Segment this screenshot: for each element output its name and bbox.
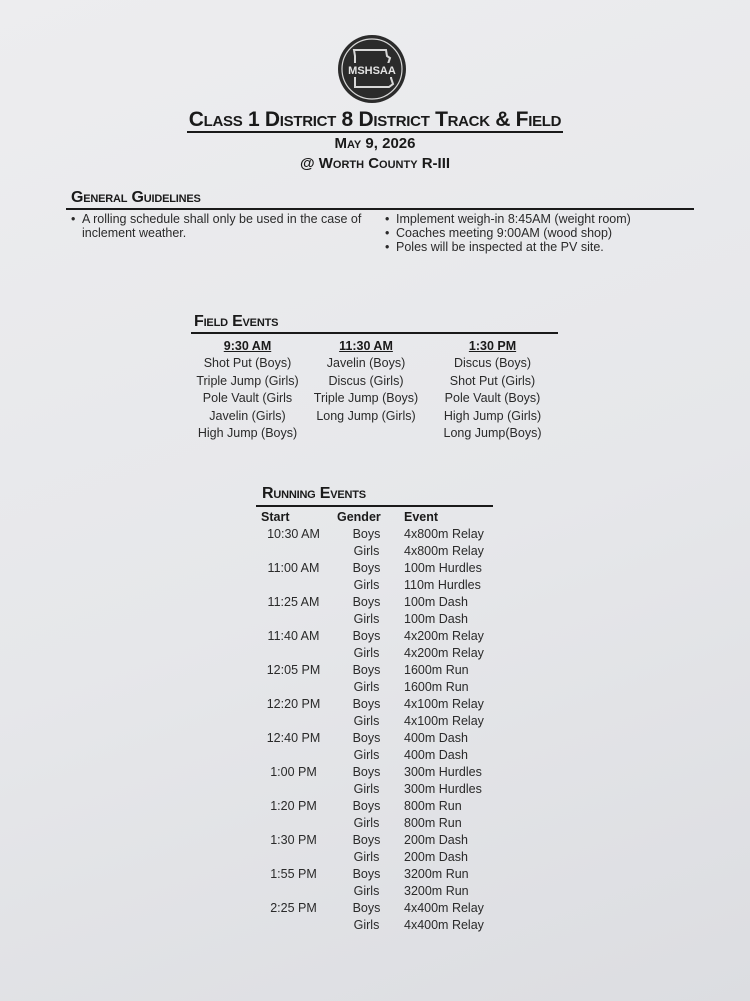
event-cell: 4x200m Relay	[404, 645, 484, 660]
field-event: Discus (Boys)	[453, 356, 532, 371]
field-event: High Jump (Boys)	[197, 426, 298, 441]
gender-cell: Boys	[352, 730, 381, 745]
table-row	[258, 661, 504, 678]
gender-cell: Boys	[352, 866, 381, 881]
gender-cell: Boys	[352, 696, 381, 711]
gender-cell: Boys	[352, 526, 381, 541]
section-divider	[66, 208, 694, 210]
event-cell: 100m Dash	[404, 611, 468, 626]
gender-cell: Girls	[353, 611, 380, 626]
start-time-cell: 1:30 PM	[270, 832, 317, 847]
start-time-cell	[258, 576, 329, 593]
list-item: • A rolling schedule shall only be used in the case of inclement weather.	[71, 212, 371, 240]
field-event-time: 9:30 AM	[223, 339, 272, 353]
gender-cell: Girls	[353, 747, 380, 762]
field-events-column	[190, 338, 305, 442]
start-time-cell: 12:20 PM	[266, 696, 321, 711]
gender-cell: Girls	[353, 679, 380, 694]
table-row	[258, 831, 504, 848]
event-cell: 4x100m Relay	[404, 713, 484, 728]
event-cell: 300m Hurdles	[404, 781, 482, 796]
event-cell: 100m Dash	[404, 594, 468, 609]
running-events-body	[258, 525, 504, 933]
event-cell: 3200m Run	[404, 866, 469, 881]
table-row	[258, 848, 504, 865]
field-event: Long Jump(Boys)	[443, 426, 542, 441]
gender-cell: Boys	[352, 900, 381, 915]
event-cell: 100m Hurdles	[404, 560, 482, 575]
start-time-cell: 1:00 PM	[270, 764, 317, 779]
table-row	[258, 899, 504, 916]
event-cell: 4x800m Relay	[404, 543, 484, 558]
gender-cell: Boys	[352, 798, 381, 813]
event-cell: 1600m Run	[404, 662, 469, 677]
mshsaa-logo	[337, 34, 407, 104]
running-events-heading: Running Events	[262, 485, 366, 502]
table-row	[258, 865, 504, 882]
table-row	[258, 610, 504, 627]
field-event: Javelin (Girls)	[209, 408, 286, 423]
event-cell: 4x400m Relay	[404, 917, 484, 932]
gender-cell: Girls	[353, 645, 380, 660]
table-row	[258, 797, 504, 814]
field-events-heading: Field Events	[194, 313, 279, 330]
table-row	[258, 780, 504, 797]
event-cell: 300m Hurdles	[404, 764, 482, 779]
field-events-column	[435, 338, 550, 442]
start-time-cell: 10:30 AM	[267, 526, 320, 541]
field-event: Triple Jump (Boys)	[313, 391, 419, 406]
gender-cell: Boys	[352, 560, 381, 575]
event-cell: 400m Dash	[404, 747, 468, 762]
guidelines-left-list	[71, 212, 371, 240]
gender-cell: Girls	[353, 849, 380, 864]
field-event-time: 11:30 AM	[339, 339, 393, 353]
gender-cell: Boys	[352, 628, 381, 643]
start-time-cell: 11:25 AM	[267, 594, 320, 609]
table-row	[258, 576, 504, 593]
event-cell: 3200m Run	[404, 883, 469, 898]
table-row	[258, 763, 504, 780]
start-time-cell: 1:20 PM	[270, 798, 317, 813]
table-header-row	[258, 509, 504, 525]
general-guidelines-heading: General Guidelines	[71, 189, 201, 206]
event-cell: 4x100m Relay	[404, 696, 484, 711]
start-time-cell: 11:40 AM	[267, 628, 320, 643]
table-row	[258, 644, 504, 661]
event-cell: 200m Dash	[404, 832, 468, 847]
table-row	[258, 627, 504, 644]
event-venue: @ Worth County R-III	[299, 155, 451, 172]
column-header-start: Start	[261, 510, 290, 524]
table-row	[258, 712, 504, 729]
field-events-column	[305, 338, 427, 425]
event-date: May 9, 2026	[334, 135, 416, 152]
gender-cell: Boys	[352, 594, 381, 609]
start-time-cell: 12:05 PM	[266, 662, 321, 677]
running-events-table	[258, 509, 504, 933]
field-event: High Jump (Girls)	[443, 408, 542, 423]
gender-cell: Girls	[353, 781, 380, 796]
column-header-event: Event	[404, 510, 439, 524]
table-row	[258, 695, 504, 712]
table-row	[258, 814, 504, 831]
start-time-cell	[258, 916, 329, 933]
field-event: Pole Vault (Girls	[202, 391, 293, 406]
start-time-cell	[258, 712, 329, 729]
start-time-cell: 2:25 PM	[270, 900, 317, 915]
field-event: Triple Jump (Girls)	[196, 373, 299, 388]
gender-cell: Girls	[353, 883, 380, 898]
gender-cell: Boys	[352, 832, 381, 847]
gender-cell: Girls	[353, 577, 380, 592]
field-event: Shot Put (Girls)	[449, 373, 536, 388]
field-event: Discus (Girls)	[328, 373, 404, 388]
start-time-cell	[258, 780, 329, 797]
table-row	[258, 746, 504, 763]
table-row	[258, 525, 504, 542]
event-cell: 4x200m Relay	[404, 628, 484, 643]
event-cell: 800m Run	[404, 815, 462, 830]
field-event: Long Jump (Girls)	[316, 408, 416, 423]
field-event: Shot Put (Boys)	[203, 356, 292, 371]
start-time-cell	[258, 814, 329, 831]
gender-cell: Girls	[353, 917, 380, 932]
start-time-cell	[258, 848, 329, 865]
start-time-cell	[258, 542, 329, 559]
event-cell: 800m Run	[404, 798, 462, 813]
gender-cell: Girls	[353, 815, 380, 830]
table-row	[258, 678, 504, 695]
table-row	[258, 729, 504, 746]
start-time-cell	[258, 746, 329, 763]
gender-cell: Girls	[353, 543, 380, 558]
start-time-cell	[258, 610, 329, 627]
start-time-cell: 1:55 PM	[270, 866, 317, 881]
event-cell: 1600m Run	[404, 679, 469, 694]
event-cell: 200m Dash	[404, 849, 468, 864]
event-cell: 400m Dash	[404, 730, 468, 745]
event-cell: 4x800m Relay	[404, 526, 484, 541]
event-cell: 4x400m Relay	[404, 900, 484, 915]
list-item: • Coaches meeting 9:00AM (wood shop)	[385, 226, 705, 240]
logo-text: MSHSAA	[348, 65, 396, 77]
table-row	[258, 559, 504, 576]
guidelines-right-list	[385, 212, 705, 254]
table-row	[258, 882, 504, 899]
list-item: • Poles will be inspected at the PV site.	[385, 240, 705, 254]
section-divider	[256, 505, 493, 507]
gender-cell: Boys	[352, 662, 381, 677]
gender-cell: Boys	[352, 764, 381, 779]
section-divider	[191, 332, 558, 334]
table-row	[258, 593, 504, 610]
document-title: Class 1 District 8 District Track & Field	[188, 108, 562, 131]
start-time-cell: 11:00 AM	[267, 560, 320, 575]
field-event: Javelin (Boys)	[326, 356, 406, 371]
start-time-cell: 12:40 PM	[266, 730, 321, 745]
column-header-gender: Gender	[337, 510, 381, 524]
event-cell: 110m Hurdles	[404, 577, 481, 592]
field-event: Pole Vault (Boys)	[444, 391, 541, 406]
start-time-cell	[258, 678, 329, 695]
gender-cell: Girls	[353, 713, 380, 728]
table-row	[258, 542, 504, 559]
list-item: • Implement weigh-in 8:45AM (weight room)	[385, 212, 705, 226]
start-time-cell	[258, 882, 329, 899]
field-event-time: 1:30 PM	[468, 339, 517, 353]
start-time-cell	[258, 644, 329, 661]
table-row	[258, 916, 504, 933]
